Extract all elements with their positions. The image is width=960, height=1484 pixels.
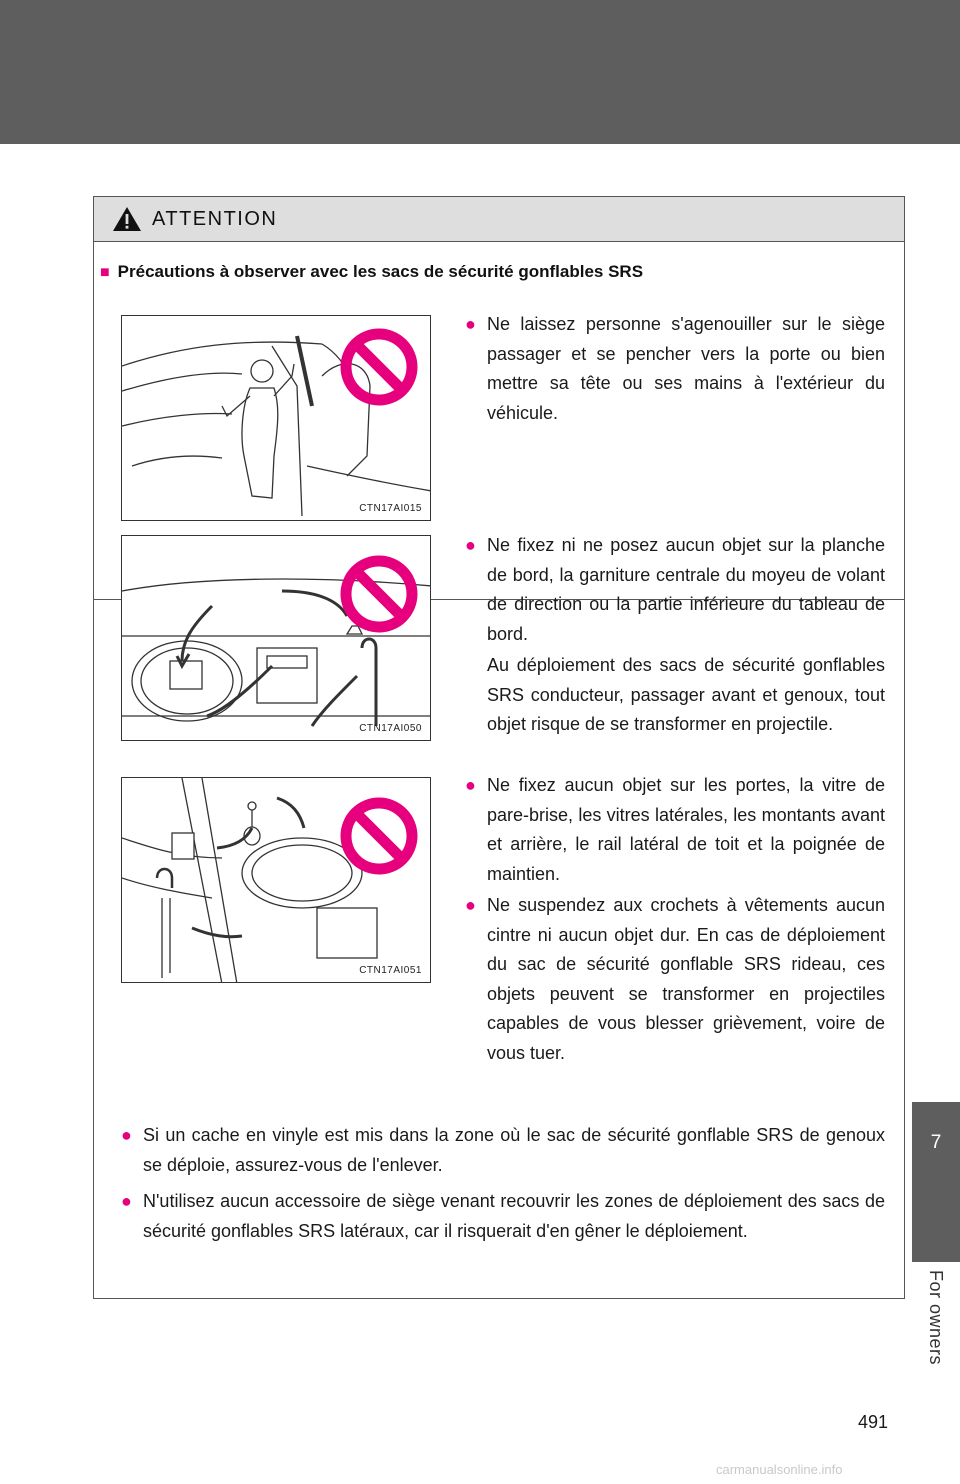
square-bullet-icon: ■	[100, 264, 110, 281]
section-title-text: Précautions à observer avec les sacs de sécurité gonflables SRS	[117, 262, 644, 281]
bullet-text: Ne fixez aucun objet sur les portes, la vitre de pare-brise, les vitres latérales, les montants avant et arrière, le rail latéral de toit et la poignée de maintien.	[487, 775, 885, 884]
illustration-code: CTN17AI050	[359, 723, 422, 734]
bullet-text: Ne laissez personne s'agenouiller sur le siège passager et se pencher vers la porte ou bien mettre sa tête ou ses mains à l'extérieur du véhicule.	[487, 314, 885, 423]
list-item	[465, 771, 885, 889]
attention-title: ATTENTION	[152, 207, 278, 230]
top-header-band	[0, 0, 960, 144]
attention-header	[93, 196, 905, 242]
bullet-dot-icon: ●	[465, 535, 476, 555]
chapter-label	[912, 1262, 960, 1372]
bullet-text: Ne suspendez aux crochets à vêtements aucun cintre ni aucun objet dur. En cas de déploiement du sac de sécurité gonflable SRS rideau, ces objets peuvent se transformer en projectiles capables de vous blesser grièvement, voire de vous tuer.	[487, 895, 885, 1063]
chapter-label-text: For owners	[926, 1269, 947, 1365]
bullet-dot-icon: ●	[465, 775, 476, 795]
bullet-dot-icon: ●	[121, 1125, 132, 1145]
chapter-tab[interactable]	[912, 1102, 960, 1262]
list-item	[465, 891, 885, 1068]
prohibition-icon	[340, 797, 418, 875]
bullet-dot-icon: ●	[121, 1191, 132, 1211]
section-heading	[100, 262, 643, 282]
page-number: 491	[858, 1412, 889, 1432]
chapter-number: 7	[930, 1132, 942, 1153]
prohibition-icon	[340, 328, 418, 406]
bullet-dot-icon: ●	[465, 314, 476, 334]
list-item	[121, 1187, 885, 1246]
bullet-dot-icon: ●	[465, 895, 476, 915]
list-item	[465, 310, 885, 428]
footer-watermark: carmanualsonline.info	[716, 1462, 843, 1477]
bullet-continuation: Au déploiement des sacs de sécurité gonflables SRS conducteur, passager avant et genoux, tout objet risque de se transformer en projectile.	[487, 655, 885, 734]
illustration-code: CTN17AI051	[359, 965, 422, 976]
list-item	[121, 1121, 885, 1180]
illustration-code: CTN17AI015	[359, 503, 422, 514]
bullet-text: Si un cache en vinyle est mis dans la zone où le sac de sécurité gonflable SRS de genoux se déploie, assurez-vous de l'enlever.	[143, 1125, 885, 1175]
bullet-text: N'utilisez aucun accessoire de siège venant recouvrir les zones de déploiement des sacs de sécurité gonflables SRS latéraux, car il risquerait d'en gêner le déploiement.	[143, 1191, 885, 1241]
list-item	[465, 531, 885, 740]
prohibition-icon	[340, 555, 418, 633]
warning-triangle-icon	[112, 206, 142, 232]
bullet-text: Ne fixez ni ne posez aucun objet sur la planche de bord, la garniture centrale du moyeu de volant de direction ou la partie inférieure du tableau de bord.	[487, 535, 885, 644]
